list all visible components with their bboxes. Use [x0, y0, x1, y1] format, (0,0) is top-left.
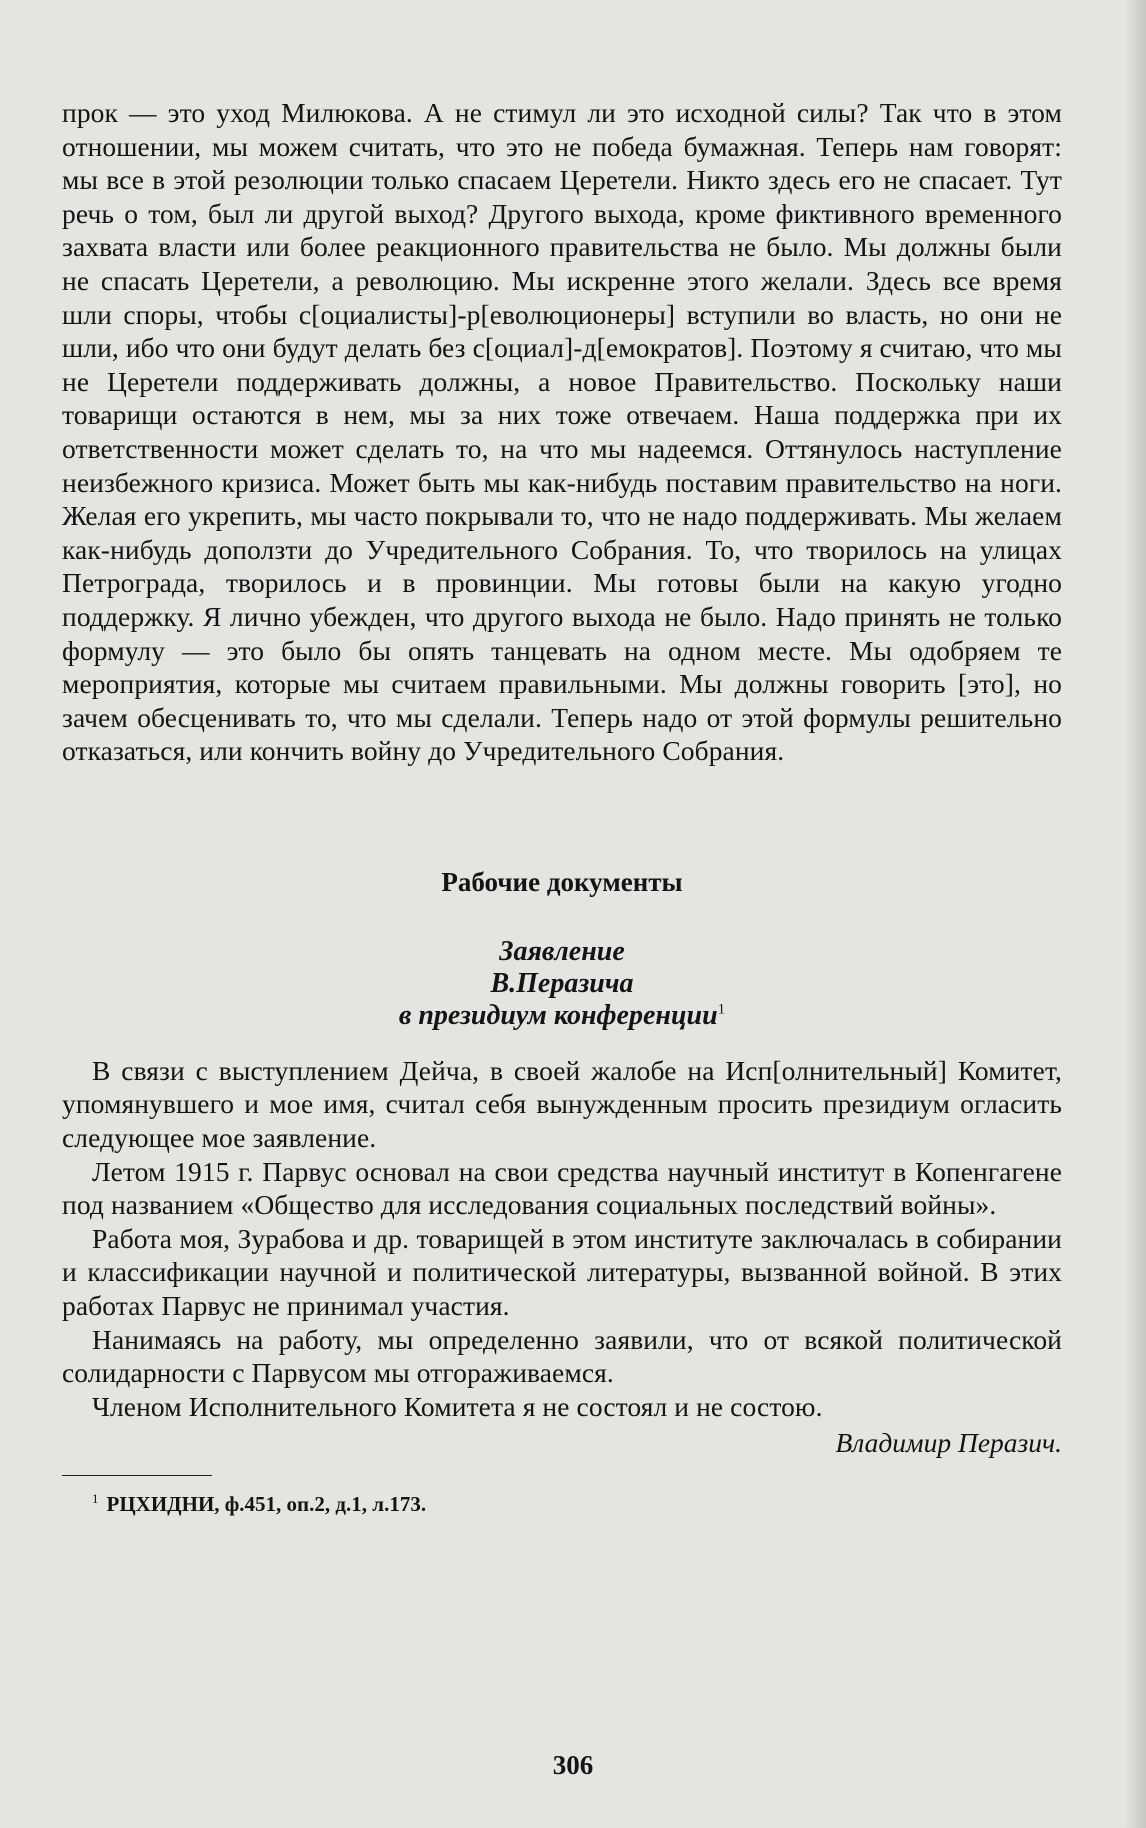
speech-paragraph: прок — это уход Милюкова. А не стимул ли это исходной силы? Так что в этом отношении, мы можем считать, что это не победа бумажная. Теперь нам говорят: мы все в этой резолюции только спасаем Церетели. Никто здесь его не спасает. Тут речь о том, был ли другой выход? Другого выхода, кроме фиктивного временного захвата власти или более реакционного правительства не было. Мы должны были не спасать Церетели, а революцию. Мы искренне этого желали. Здесь все время шли споры, чтобы с[оциалисты]-р[еволюционеры] вступили во власть, но они не шли, ибо что они будут делать без с[оциал]-д[емократов]. Поэтому я считаю, что мы не Церетели поддерживать должны, а новое Правительство. Поскольку наши товарищи остаются в нем, мы за них тоже отвечаем. Наша поддержка при их ответственности может сделать то, на что мы надеемся. Оттянулось наступление неизбежного кризиса. Может быть мы как-нибудь поставим правительство на ноги. Желая его укрепить, мы часто покрывали то, что не надо поддерживать. Мы желаем как-нибудь доползти до Учредительного Собрания. То, что творилось на улицах Петрограда, творилось и в провинции. Мы готовы были на какую угодно поддержку. Я лично убежден, что другого выхода не было. Надо принять не только формулу — это было бы опять танцевать на одном месте. Мы одобряем те мероприятия, которые мы считаем правильными. Мы должны говорить [это], но зачем обесценивать то, что мы сделали. Теперь надо от этой формулы решительно отказаться, или кончить войну до Учредительного Собрания. — [62, 97, 1062, 767]
footnote-reference: 1 — [717, 1001, 726, 1018]
statement-paragraph-5: Членом Исполнительного Комитета я не состоял и не состою. — [92, 1390, 823, 1422]
document-title — [62, 936, 1062, 1032]
footnote — [62, 1490, 1062, 1518]
page-edge-shadow — [1124, 0, 1146, 1828]
footnote-divider — [62, 1475, 212, 1476]
section-heading: Рабочие документы — [441, 866, 683, 897]
statement-paragraph-4: Нанимаясь на работу, мы определенно заявили, что от всякой политической солидарности с Парвусом мы отгораживаемся. — [62, 1323, 1062, 1389]
statement-paragraph-2: Летом 1915 г. Парвус основал на свои средства научный институт в Копенгагене под названием «Общество для исследования социальных последствий войны». — [62, 1155, 1062, 1221]
statement-text — [62, 1054, 1062, 1424]
footnote-marker: 1 — [92, 1491, 99, 1507]
page-number: 306 — [552, 1750, 594, 1780]
document-title-line-3 — [62, 1000, 1062, 1032]
document-title-line-3-text: в президиум конференции — [398, 999, 718, 1031]
signature: Владимир Перазич. — [835, 1427, 1062, 1459]
page-content — [62, 96, 1062, 1518]
document-title-line-2: В.Перазича — [490, 967, 634, 999]
statement-paragraph-3: Работа моя, Зурабова и др. товарищей в этом институте заключалась в собирании и классификации научной и политической литературы, вызванной войной. В этих работах Парвус не принимал участия. — [62, 1222, 1062, 1322]
statement-paragraph-1: В связи с выступлением Дейча, в своей жалобе на Исп[олнительный] Комитет, упомянувшего и мое имя, считал себя вынужденным просить президиум огласить следующее мое заявление. — [62, 1054, 1062, 1154]
footnote-text: РЦХИДНИ, ф.451, оп.2, д.1, л.173. — [106, 1492, 427, 1517]
document-title-line-1: Заявление — [499, 935, 625, 967]
continued-speech-text — [62, 96, 1062, 768]
